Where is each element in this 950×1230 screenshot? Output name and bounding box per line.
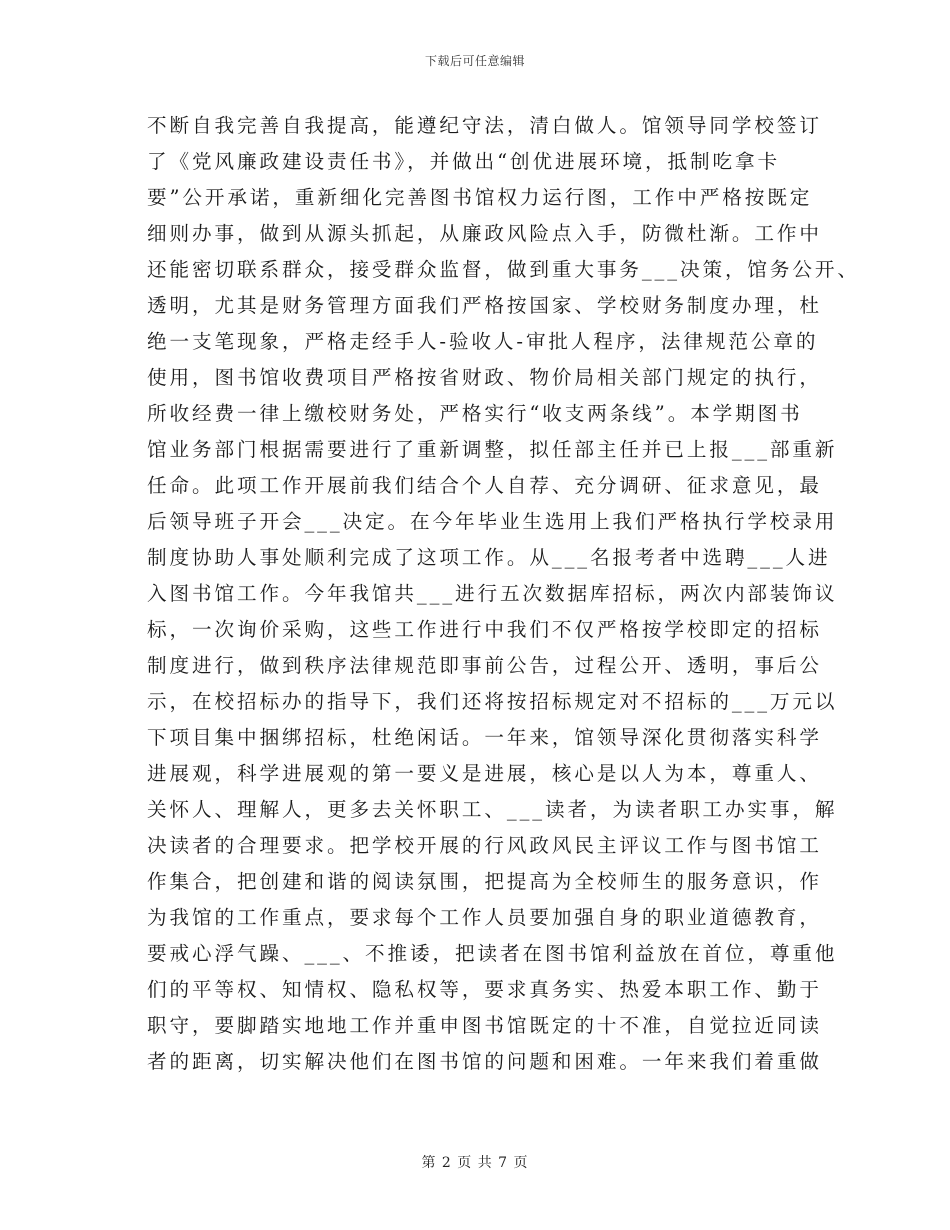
text-line: 标，一次询价采购，这些工作进行中我们不仅严格按学校即定的招标 (147, 618, 822, 641)
text-line: 任命。此项工作开展前我们结合个人自荐、充分调研、征求意见，最 (147, 474, 822, 497)
text-line: 进展观，科学进展观的第一要义是进展，核心是以人为本，尊重人、 (147, 762, 822, 785)
text-line: 不断自我完善自我提高，能遵纪守法，清白做人。馆领导同学校签订 (147, 114, 822, 137)
text-line: 要戒心浮气躁、___、不推诿，把读者在图书馆利益放在首位，尊重他 (147, 942, 838, 965)
text-line: 关怀人、理解人，更多去关怀职工、___读者，为读者职工办实事，解 (147, 798, 838, 821)
text-line: 入图书馆工作。今年我馆共___进行五次数据库招标，两次内部装饰议 (147, 582, 838, 605)
text-line: 了《党风廉政建设责任书》，并做出“创优进展环境，抵制吃拿卡 (147, 150, 780, 173)
text-line: 者的距离，切实解决他们在图书馆的问题和困难。一年来我们着重做 (147, 1050, 822, 1073)
text-line: 示，在校招标办的指导下，我们还将按招标规定对不招标的___万元以 (147, 690, 838, 713)
text-line: 下项目集中捆绑招标，杜绝闲话。一年来，馆领导深化贯彻落实科学 (147, 726, 822, 749)
text-line: 后领导班子开会___决定。在今年毕业生选用上我们严格执行学校录用 (147, 510, 838, 533)
text-line: 为我馆的工作重点，要求每个工作人员要加强自身的职业道德教育， (147, 906, 822, 929)
text-line: 细则办事，做到从源头抓起，从廉政风险点入手，防微杜渐。工作中 (147, 222, 822, 245)
text-line: 决读者的合理要求。把学校开展的行风政风民主评议工作与图书馆工 (147, 834, 822, 857)
text-line: 透明，尤其是财务管理方面我们严格按国家、学校财务制度办理，杜 (147, 294, 822, 317)
text-line: 要”公开承诺，重新细化完善图书馆权力运行图，工作中严格按既定 (147, 186, 813, 209)
text-line: 作集合，把创建和谐的阅读氛围，把提高为全校师生的服务意识，作 (147, 870, 822, 893)
text-line: 制度协助人事处顺利完成了这项工作。从___名报考者中选聘___人进 (147, 546, 831, 569)
text-line: 们的平等权、知情权、隐私权等，要求真务实、热爱本职工作、勤于 (147, 978, 822, 1001)
text-line: 职守，要脚踏实地地工作并重申图书馆既定的十不准，自觉拉近同读 (147, 1014, 822, 1037)
text-line: 绝一支笔现象，严格走经手人-验收人-审批人程序，法律规范公章的 (147, 330, 819, 353)
text-line: 馆业务部门根据需要进行了重新调整，拟任部主任并已上报___部重新 (147, 438, 838, 461)
page-indicator: 第 2 页 共 7 页 (421, 1155, 529, 1171)
text-line: 所收经费一律上缴校财务处，严格实行“收支两条线”。本学期图书 (147, 402, 803, 425)
text-line: 还能密切联系群众，接受群众监督，做到重大事务___决策，馆务公开、 (147, 258, 860, 281)
text-line: 制度进行，做到秩序法律规范即事前公告，过程公开、透明，事后公 (147, 654, 822, 677)
text-line: 使用，图书馆收费项目严格按省财政、物价局相关部门规定的执行， (147, 366, 822, 389)
header-note: 下载后可任意编辑 (424, 54, 525, 68)
